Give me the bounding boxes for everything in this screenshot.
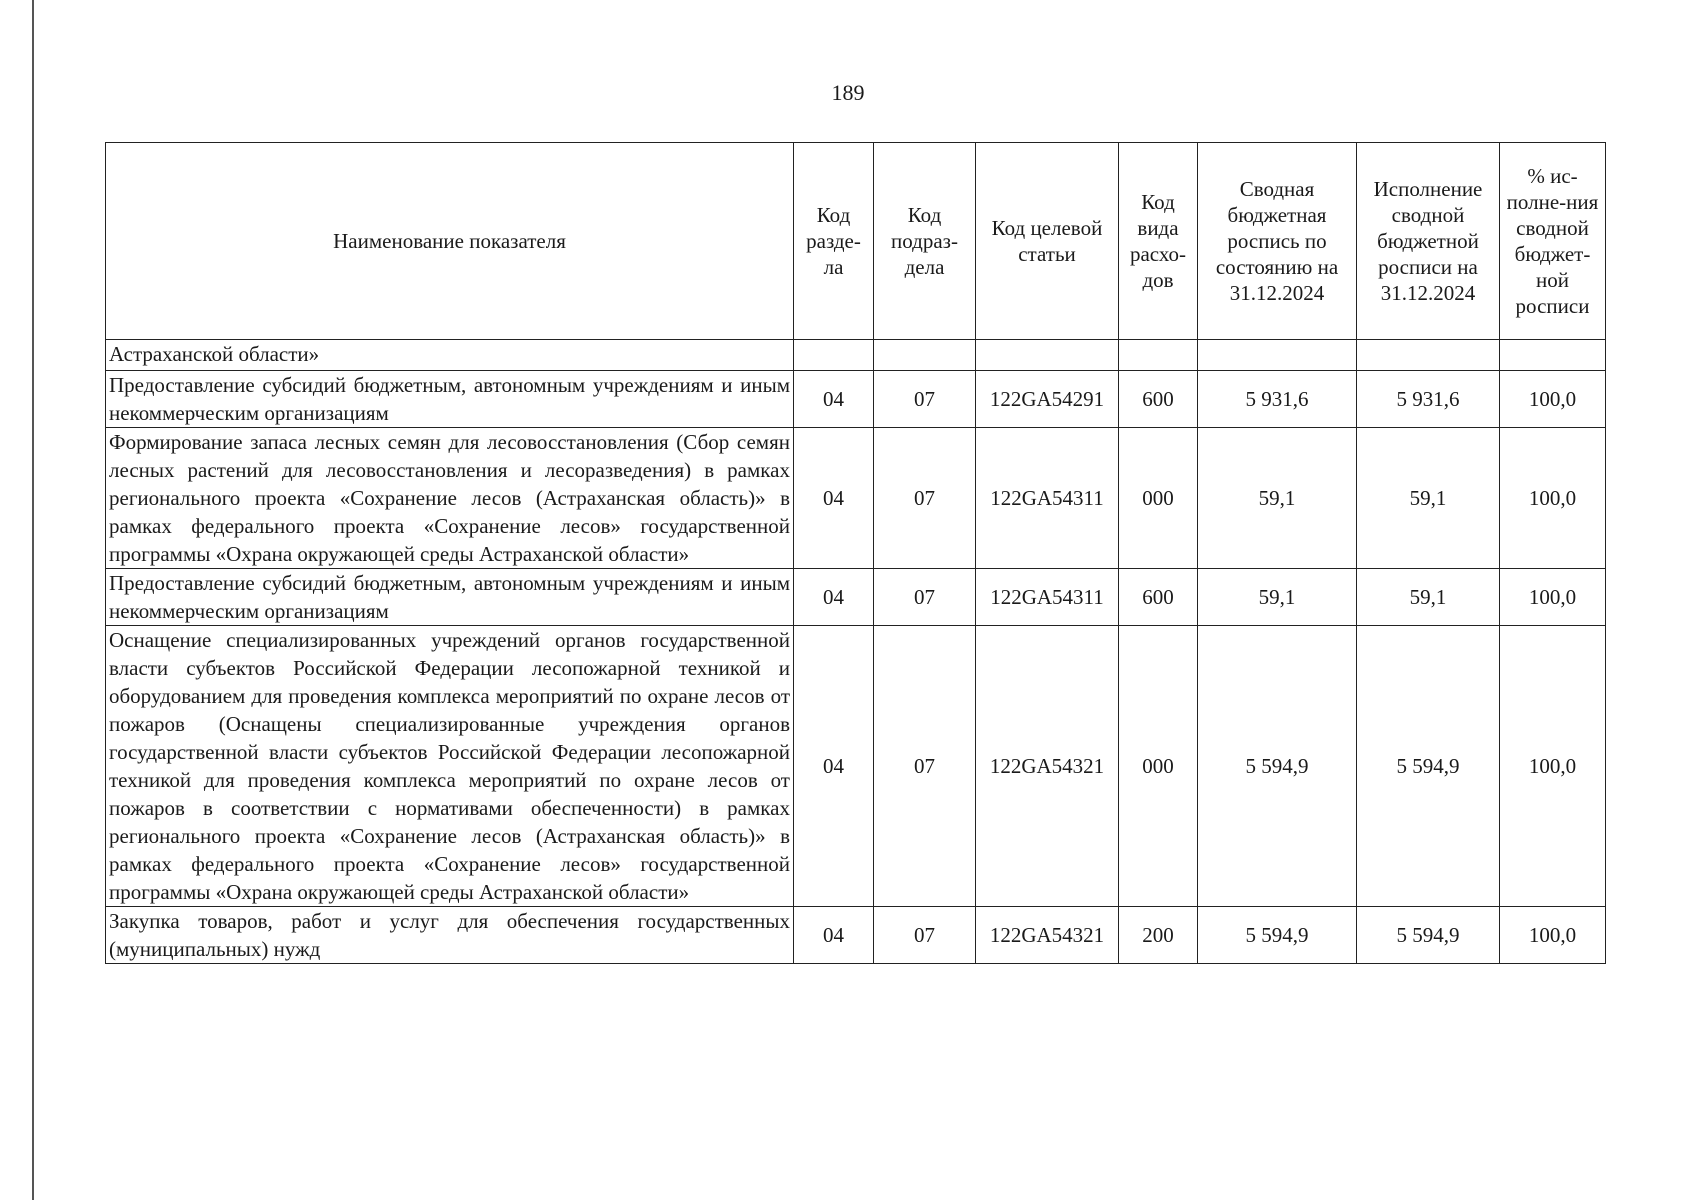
cell-subsection-code <box>874 340 976 371</box>
cell-planned-budget: 5 594,9 <box>1198 626 1357 907</box>
table-row <box>106 428 1606 569</box>
header-target-code: Код целевой статьи <box>976 143 1119 340</box>
cell-execution-percent <box>1500 340 1606 371</box>
cell-section-code <box>794 340 874 371</box>
cell-planned-budget: 5 594,9 <box>1198 907 1357 964</box>
cell-executed-budget: 5 594,9 <box>1357 626 1500 907</box>
cell-indicator-name: Оснащение специализированных учреждений органов государственной власти субъектов Российской Федерации лесопожарной техникой и оборудованием для проведения комплекса мероприятий по охране лесов от пожаров (Оснащены специализированные учреждения органов государственной власти субъектов Российской Федерации лесопожарной техникой для проведения комплекса мероприятий по охране лесов от пожаров в соответствии с нормативами обеспеченности) в рамках регионального проекта «Сохранение лесов (Астраханская область)» в рамках федерального проекта «Сохранение лесов» государственной программы «Охрана окружающей среды Астраханской области» <box>106 626 794 907</box>
cell-subsection-code: 07 <box>874 428 976 569</box>
cell-target-code: 122GA54291 <box>976 371 1119 428</box>
cell-executed-budget: 5 594,9 <box>1357 907 1500 964</box>
header-execution-percent: % ис-полне-ния сводной бюджет-ной росписи <box>1500 143 1606 340</box>
table-row <box>106 569 1606 626</box>
header-planned-budget: Сводная бюджетная роспись по состоянию на 31.12.2024 <box>1198 143 1357 340</box>
cell-indicator-name: Формирование запаса лесных семян для лесовосстановления (Сбор семян лесных растений для лесовосстановления и лесоразведения) в рамках регионального проекта «Сохранение лесов (Астраханская область)» в рамках федерального проекта «Сохранение лесов» государственной программы «Охрана окружающей среды Астраханской области» <box>106 428 794 569</box>
cell-section-code: 04 <box>794 907 874 964</box>
cell-planned-budget: 5 931,6 <box>1198 371 1357 428</box>
cell-executed-budget <box>1357 340 1500 371</box>
cell-indicator-name: Предоставление субсидий бюджетным, автономным учреждениям и иным некоммерческим организациям <box>106 569 794 626</box>
cell-subsection-code: 07 <box>874 569 976 626</box>
cell-indicator-name: Предоставление субсидий бюджетным, автономным учреждениям и иным некоммерческим организациям <box>106 371 794 428</box>
cell-planned-budget: 59,1 <box>1198 428 1357 569</box>
cell-executed-budget: 5 931,6 <box>1357 371 1500 428</box>
cell-expense-type-code: 000 <box>1119 428 1198 569</box>
cell-expense-type-code: 000 <box>1119 626 1198 907</box>
cell-executed-budget: 59,1 <box>1357 428 1500 569</box>
header-subsection-code: Код подраз-дела <box>874 143 976 340</box>
cell-expense-type-code: 200 <box>1119 907 1198 964</box>
page-margin-line <box>32 0 34 1200</box>
cell-planned-budget: 59,1 <box>1198 569 1357 626</box>
cell-section-code: 04 <box>794 626 874 907</box>
table-row <box>106 626 1606 907</box>
header-indicator-name: Наименование показателя <box>106 143 794 340</box>
cell-subsection-code: 07 <box>874 626 976 907</box>
cell-execution-percent: 100,0 <box>1500 371 1606 428</box>
table-row <box>106 371 1606 428</box>
header-expense-type-code: Код вида расхо-дов <box>1119 143 1198 340</box>
cell-section-code: 04 <box>794 569 874 626</box>
table-row <box>106 907 1606 964</box>
cell-target-code: 122GA54311 <box>976 569 1119 626</box>
cell-subsection-code: 07 <box>874 371 976 428</box>
table-header-row <box>106 143 1606 340</box>
cell-target-code: 122GA54321 <box>976 907 1119 964</box>
cell-execution-percent: 100,0 <box>1500 569 1606 626</box>
cell-indicator-name: Астраханской области» <box>106 340 794 371</box>
page-number: 189 <box>831 80 865 105</box>
table-row <box>106 340 1606 371</box>
header-section-code: Код разде-ла <box>794 143 874 340</box>
budget-execution-table <box>105 142 1606 964</box>
cell-target-code: 122GA54321 <box>976 626 1119 907</box>
cell-expense-type-code: 600 <box>1119 569 1198 626</box>
cell-indicator-name: Закупка товаров, работ и услуг для обеспечения государственных (муниципальных) нужд <box>106 907 794 964</box>
cell-section-code: 04 <box>794 371 874 428</box>
header-executed-budget: Исполнение сводной бюджетной росписи на 31.12.2024 <box>1357 143 1500 340</box>
cell-execution-percent: 100,0 <box>1500 907 1606 964</box>
cell-execution-percent: 100,0 <box>1500 428 1606 569</box>
cell-target-code: 122GA54311 <box>976 428 1119 569</box>
cell-section-code: 04 <box>794 428 874 569</box>
cell-planned-budget <box>1198 340 1357 371</box>
cell-subsection-code: 07 <box>874 907 976 964</box>
cell-expense-type-code <box>1119 340 1198 371</box>
cell-target-code <box>976 340 1119 371</box>
cell-executed-budget: 59,1 <box>1357 569 1500 626</box>
cell-execution-percent: 100,0 <box>1500 626 1606 907</box>
cell-expense-type-code: 600 <box>1119 371 1198 428</box>
